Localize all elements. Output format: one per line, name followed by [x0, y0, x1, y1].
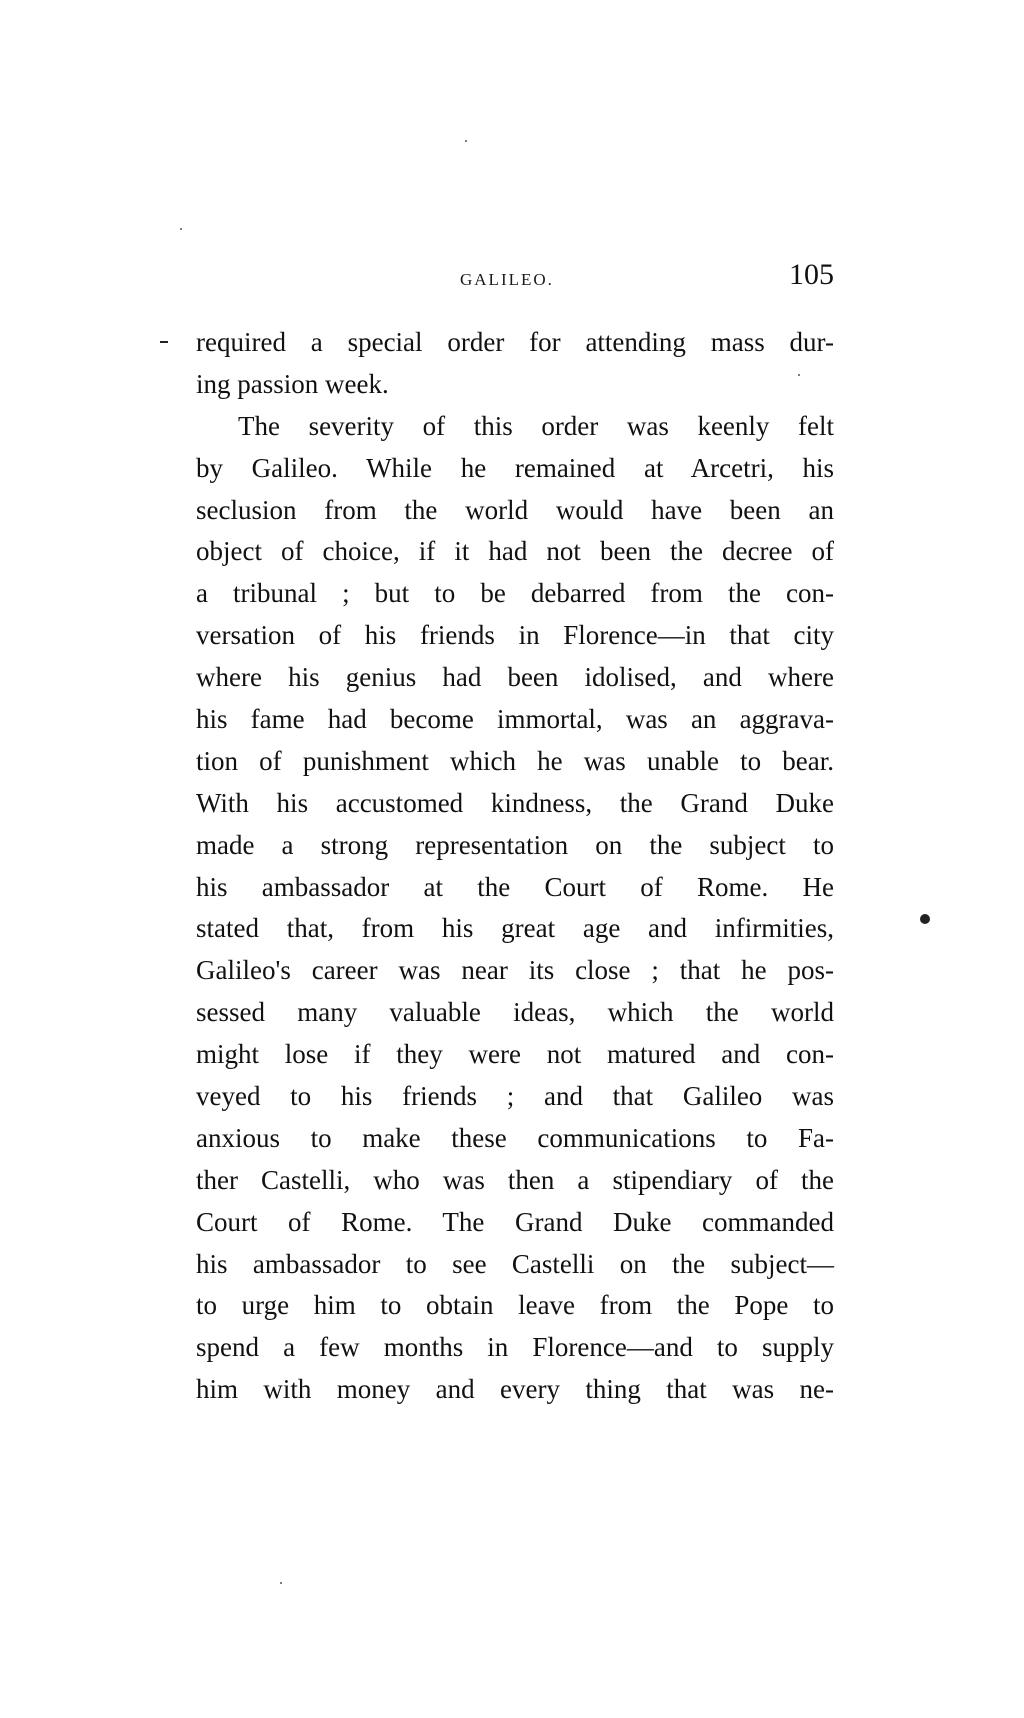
text-line: his fame had become immortal, was an aggrava- [196, 704, 834, 735]
text-line: stated that, from his great age and infirmities, [196, 913, 834, 944]
body-text [196, 322, 834, 1411]
margin-dot [920, 914, 930, 924]
text-line: versation of his friends in Florence—in that city [196, 620, 834, 651]
running-title: GALILEO. [460, 270, 554, 289]
text-line: to urge him to obtain leave from the Pope to [196, 1290, 834, 1321]
text-line: ing passion week. [196, 368, 389, 399]
text-line: sessed many valuable ideas, which the world [196, 997, 834, 1028]
text-line: With his accustomed kindness, the Grand Duke [196, 787, 834, 818]
text-line: him with money and every thing that was ne- [196, 1374, 834, 1405]
margin-dash [160, 341, 168, 343]
paper-speck [465, 140, 467, 142]
text-line: Galileo's career was near its close ; that he pos- [196, 955, 834, 986]
text-line: a tribunal ; but to be debarred from the con- [196, 578, 834, 609]
paper-speck [180, 228, 182, 230]
text-line: veyed to his friends ; and that Galileo was [196, 1081, 834, 1112]
text-line: his ambassador at the Court of Rome. He [196, 871, 834, 902]
text-line: made a strong representation on the subject to [196, 829, 834, 860]
text-line: seclusion from the world would have been an [196, 494, 834, 525]
paper-speck [280, 1582, 282, 1584]
text-line: anxious to make these communications to Fa- [196, 1122, 834, 1153]
text-line: Court of Rome. The Grand Duke commanded [196, 1206, 834, 1237]
text-line: The severity of this order was keenly felt [238, 410, 834, 441]
text-line: required a special order for attending mass dur- [196, 327, 834, 357]
text-line: ther Castelli, who was then a stipendiary of the [196, 1164, 834, 1195]
text-line: his ambassador to see Castelli on the subject— [196, 1248, 834, 1279]
text-line: object of choice, if it had not been the decree of [196, 536, 834, 567]
text-line: by Galileo. While he remained at Arcetri, his [196, 452, 834, 483]
page-number: 105 [789, 258, 834, 291]
text-line: tion of punishment which he was unable to bear. [196, 745, 834, 776]
text-line: spend a few months in Florence—and to supply [196, 1332, 834, 1363]
running-head [196, 258, 834, 298]
text-line: might lose if they were not matured and con- [196, 1039, 834, 1070]
text-line: where his genius had been idolised, and where [196, 662, 834, 693]
